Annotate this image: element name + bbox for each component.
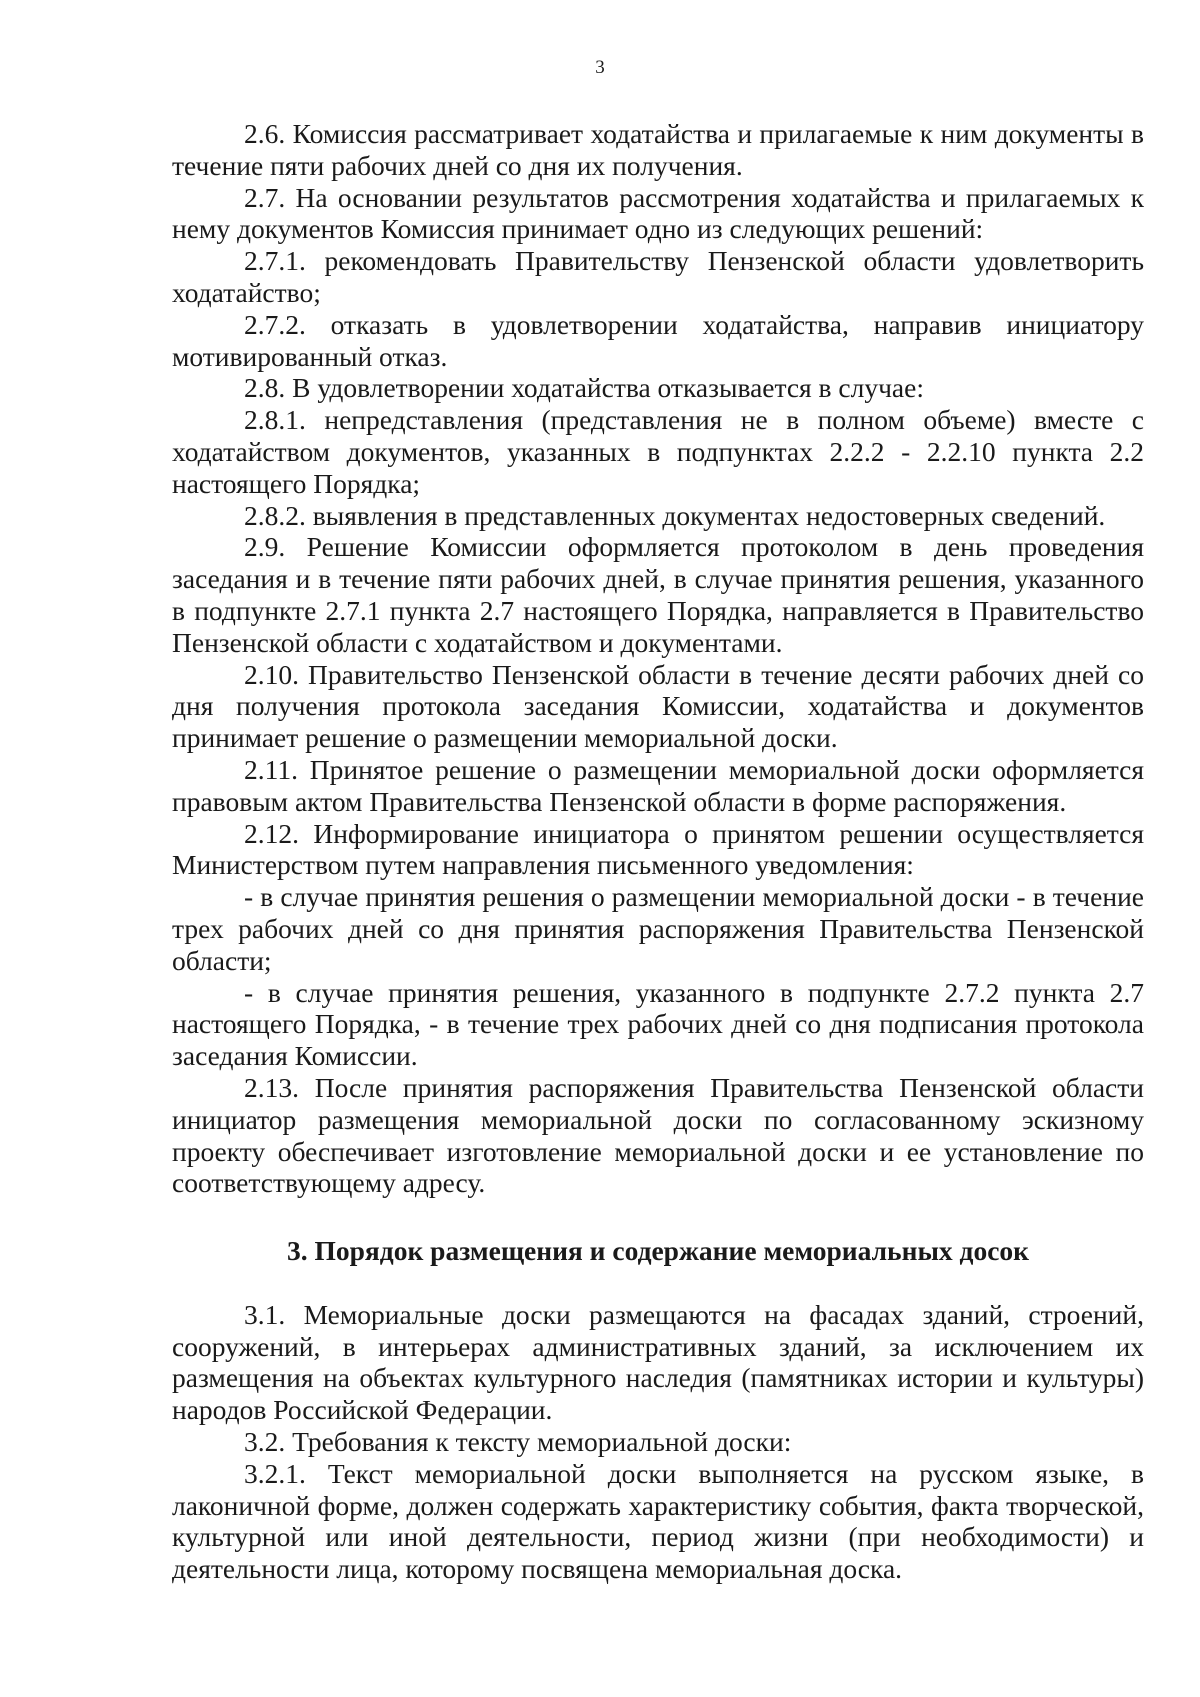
paragraph-2-7: 2.7. На основании результатов рассмотрения ходатайства и прилагаемых к нему документов Комиссия принимает одно из следующих решений: xyxy=(172,181,1144,245)
paragraph-2-6: 2.6. Комиссия рассматривает ходатайства и прилагаемые к ним документы в течение пяти рабочих дней со дня их получения. xyxy=(172,118,1144,181)
paragraph-3-2-1: 3.2.1. Текст мемориальной доски выполняется на русском языке, в лаконичной форме, должен содержать характеристику события, факта творческой, культурной или иной деятельности, период жизни (при необходимости) и деятельности лица, которому посвящена мемориальная доска. xyxy=(172,1457,1144,1585)
paragraph-2-8-1: 2.8.1. непредставления (представления не в полном объеме) вместе с ходатайством документов, указанных в подпунктах 2.2.2 - 2.2.10 пункта 2.2 настоящего Порядка; xyxy=(172,404,1144,499)
paragraph-2-12-item-1: - в случае принятия решения о размещении мемориальной доски - в течение трех рабочих дней со дня принятия распоряжения Правительства Пензенской области; xyxy=(172,881,1144,976)
paragraph-2-8-2: 2.8.2. выявления в представленных документах недостоверных сведений. xyxy=(244,499,1106,531)
paragraph-2-9: 2.9. Решение Комиссии оформляется протоколом в день проведения заседания и в течение пяти рабочих дней, в случае принятия решения, указанного в подпункте 2.7.1 пункта 2.7 настоящего Порядка, направляется в Правительство Пензенской области с ходатайством и документами. xyxy=(172,531,1144,658)
paragraph-2-8: 2.8. В удовлетворении ходатайства отказывается в случае: xyxy=(244,372,924,404)
paragraph-2-13: 2.13. После принятия распоряжения Правительства Пензенской области инициатор размещения мемориальной доски по согласованному эскизному проекту обеспечивает изготовление мемориальной доски и ее установление по соответствующему адресу. xyxy=(172,1071,1144,1199)
paragraph-2-11: 2.11. Принятое решение о размещении мемориальной доски оформляется правовым актом Правительства Пензенской области в форме распоряжения. xyxy=(172,753,1144,817)
document-body xyxy=(172,118,1144,1585)
section-3-heading: 3. Порядок размещения и содержание мемориальных досок xyxy=(286,1235,1030,1267)
paragraph-2-12-item-2: - в случае принятия решения, указанного в подпункте 2.7.2 пункта 2.7 настоящего Порядка, - в течение трех рабочих дней со дня подписания протокола заседания Комиссии. xyxy=(172,976,1144,1072)
paragraph-3-2: 3.2. Требования к тексту мемориальной доски: xyxy=(244,1426,792,1458)
paragraph-2-7-2: 2.7.2. отказать в удовлетворении ходатайства, направив инициатору мотивированный отказ. xyxy=(172,308,1144,372)
paragraph-2-12: 2.12. Информирование инициатора о принятом решении осуществляется Министерством путем направления письменного уведомления: xyxy=(172,817,1144,881)
paragraph-2-7-1: 2.7.1. рекомендовать Правительству Пензенской области удовлетворить ходатайство; xyxy=(172,245,1144,308)
paragraph-2-10: 2.10. Правительство Пензенской области в течение десяти рабочих дней со дня получения протокола заседания Комиссии, ходатайства и документов принимает решение о размещении мемориальной доски. xyxy=(172,658,1144,754)
paragraph-3-1: 3.1. Мемориальные доски размещаются на фасадах зданий, строений, сооружений, в интерьерах административных зданий, за исключением их размещения на объектах культурного наследия (памятниках истории и культуры) народов Российской Федерации. xyxy=(172,1298,1144,1426)
page-number: 3 xyxy=(595,57,605,78)
